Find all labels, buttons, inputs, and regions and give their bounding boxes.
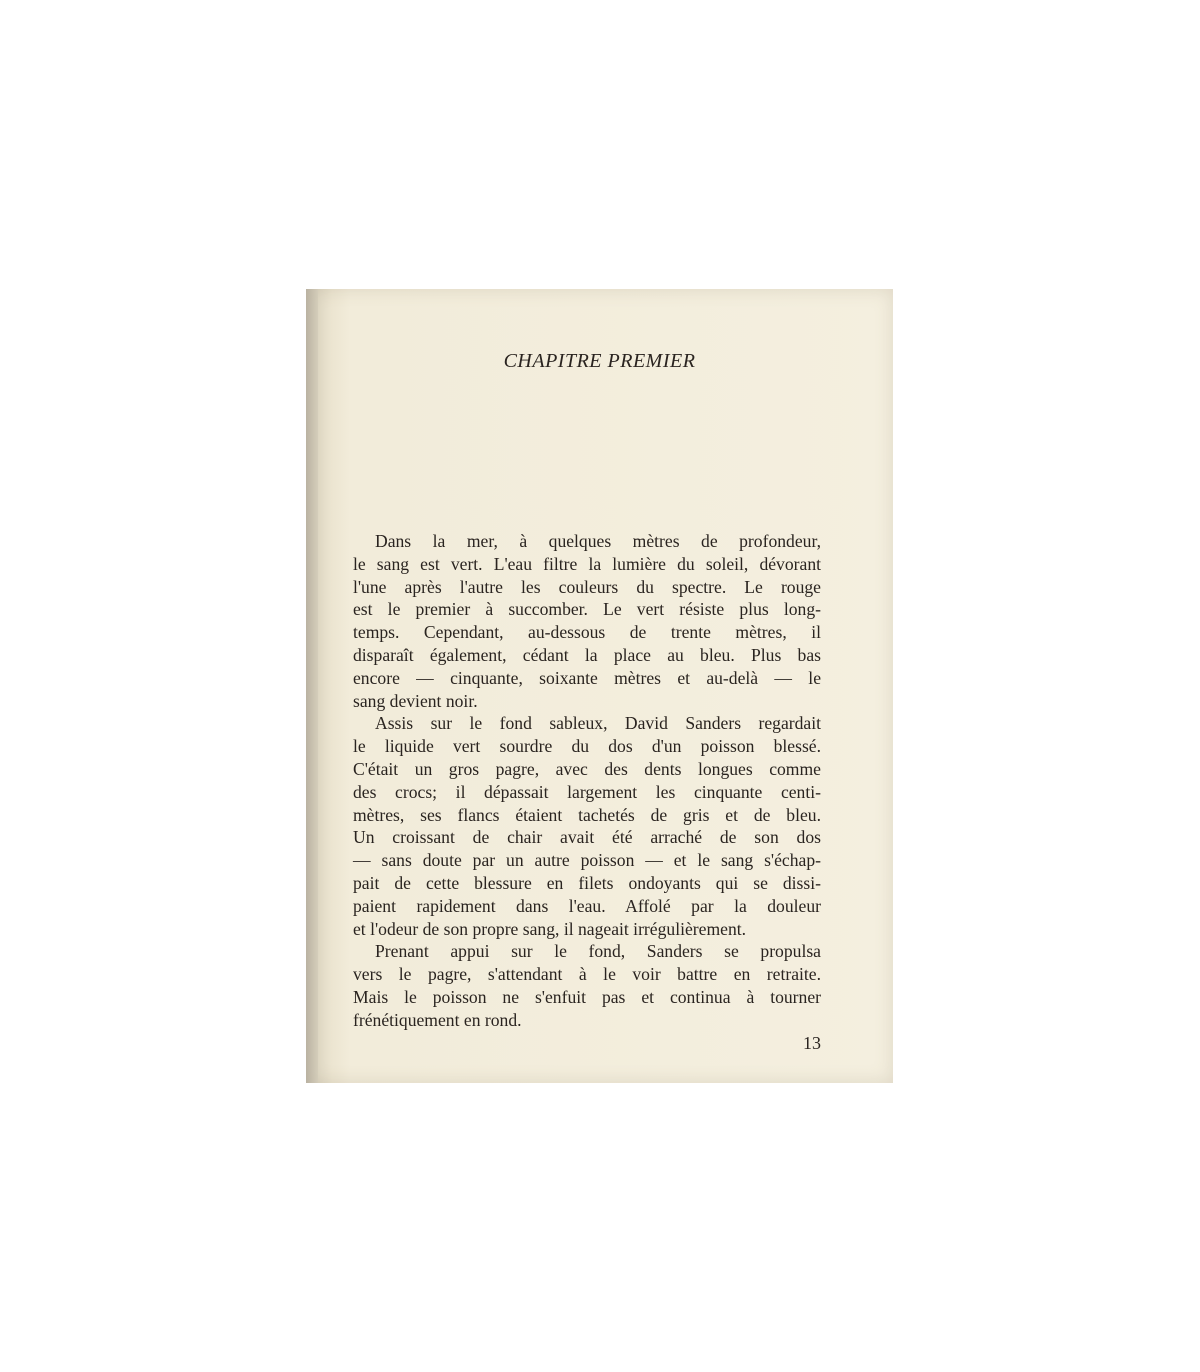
text-line: frénétiquement en rond. <box>353 1009 522 1030</box>
text-line: Assis sur le fond sableux, David Sanders regardait <box>375 713 821 734</box>
text-line: est le premier à succomber. Le vert résiste plus long- <box>353 599 821 620</box>
text-line: Mais le poisson ne s'enfuit pas et continua à tourner <box>353 986 821 1007</box>
text-line: des crocs; il dépassait largement les cinquante centi- <box>353 781 821 802</box>
book-page <box>306 289 893 1083</box>
text-line: mètres, ses flancs étaient tachetés de gris et de bleu. <box>353 804 821 825</box>
chapter-title: CHAPITRE PREMIER <box>503 350 696 372</box>
text-line: pait de cette blessure en filets ondoyants qui se dissi- <box>353 872 821 893</box>
text-line: le liquide vert sourdre du dos d'un poisson blessé. <box>353 736 821 757</box>
text-line: l'une après l'autre les couleurs du spectre. Le rouge <box>353 576 821 597</box>
text-line: et l'odeur de son propre sang, il nageait irrégulièrement. <box>353 918 747 939</box>
text-line: C'était un gros pagre, avec des dents longues comme <box>353 758 821 779</box>
text-line: — sans doute par un autre poisson — et le sang s'échap- <box>353 850 821 871</box>
text-line: encore — cinquante, soixante mètres et au-delà — le <box>353 667 821 688</box>
text-line: disparaît également, cédant la place au bleu. Plus bas <box>353 644 821 665</box>
text-line: sang devient noir. <box>353 690 478 711</box>
text-line: Dans la mer, à quelques mètres de profondeur, <box>375 531 821 551</box>
text-line: vers le pagre, s'attendant à le voir battre en retraite. <box>353 964 821 985</box>
page-spine-shadow <box>306 289 318 1083</box>
text-line: paient rapidement dans l'eau. Affolé par la douleur <box>353 895 821 916</box>
body-text <box>353 530 821 1032</box>
text-line: Un croissant de chair avait été arraché de son dos <box>353 827 821 848</box>
page-number: 13 <box>803 1033 821 1053</box>
text-line: le sang est vert. L'eau filtre la lumière du soleil, dévorant <box>353 553 821 574</box>
text-line: Prenant appui sur le fond, Sanders se propulsa <box>375 941 821 962</box>
text-line: temps. Cependant, au-dessous de trente mètres, il <box>353 622 821 643</box>
